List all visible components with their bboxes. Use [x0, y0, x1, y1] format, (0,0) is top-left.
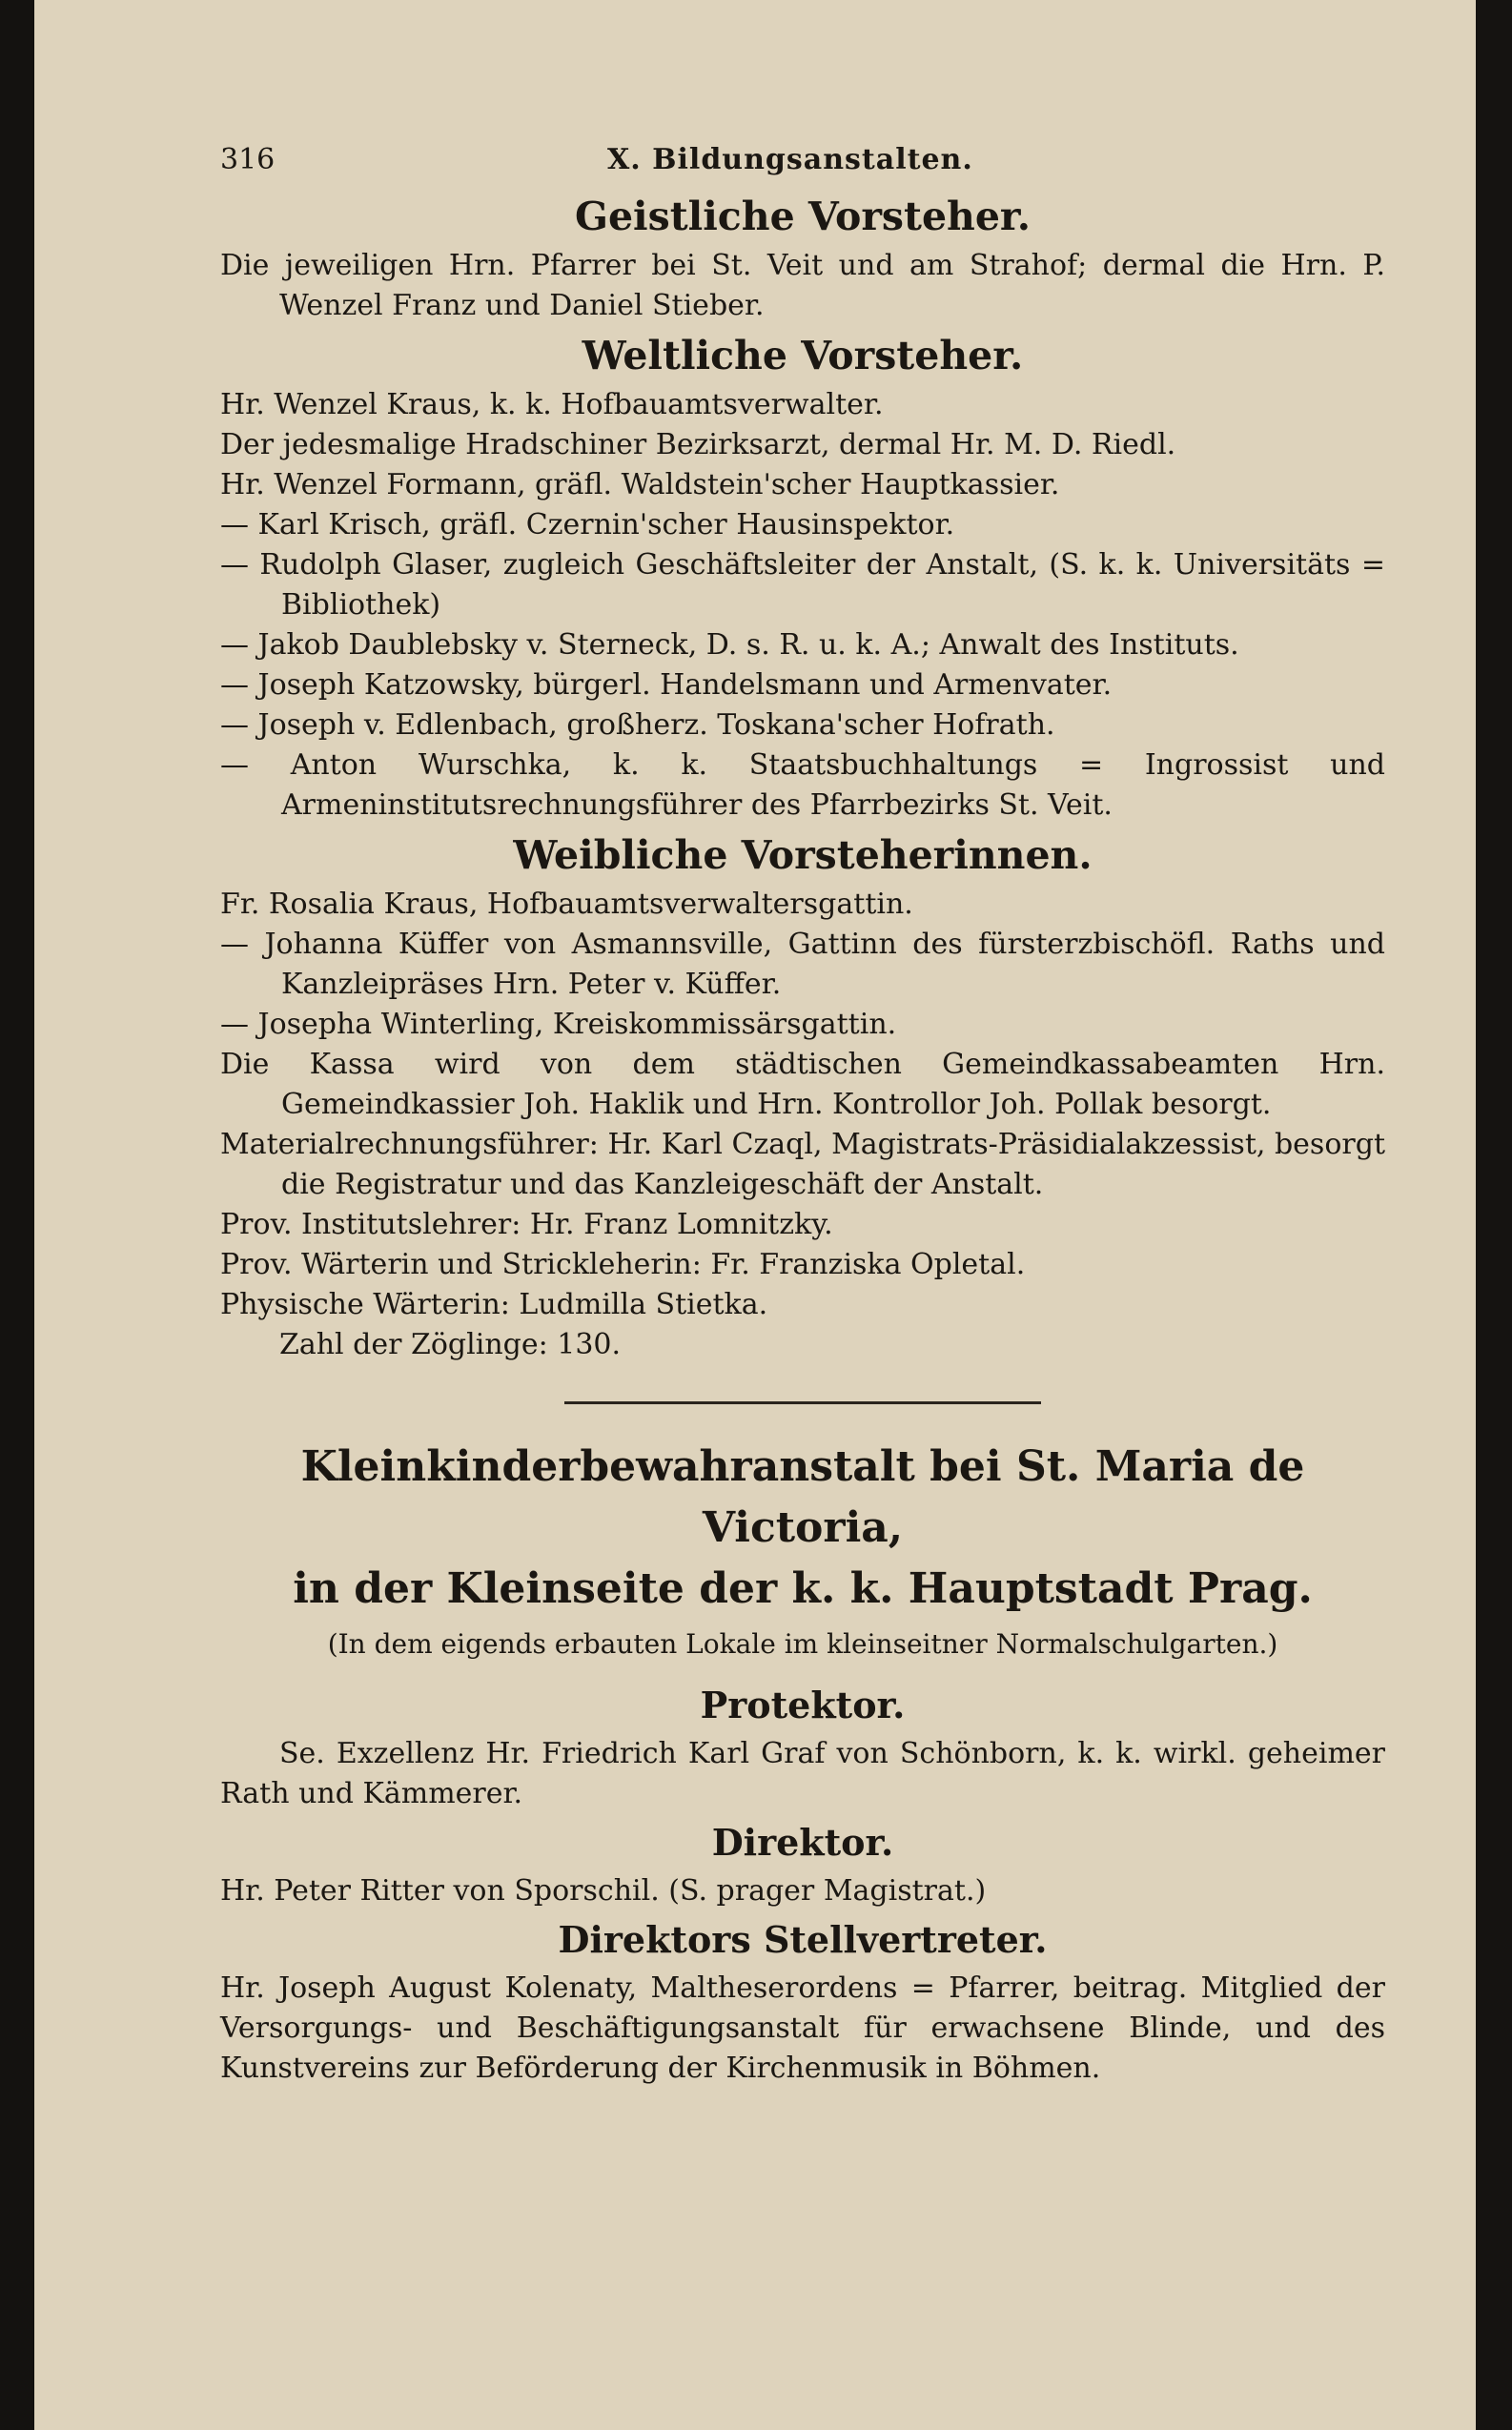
list-item: Hr. Wenzel Kraus, k. k. Hofbauamtsverwalter.	[220, 388, 884, 421]
scan-edge-right	[1476, 0, 1512, 2430]
section-divider	[564, 1401, 1041, 1404]
heading-protektor: Protektor.	[700, 1684, 906, 1726]
list-item: Hr. Wenzel Formann, gräfl. Waldstein'scher Hauptkassier.	[220, 468, 1060, 501]
institution-subtitle: (In dem eigends erbauten Lokale im kleinseitner Normalschulgarten.)	[327, 1628, 1278, 1660]
page-header	[220, 143, 1385, 187]
zoeglinge-count: Zahl der Zöglinge: 130.	[279, 1328, 622, 1361]
list-item: Die Kassa wird von dem städtischen Gemeindkassabeamten Hrn. Gemeindkassier Joh. Haklik und Hrn. Kontrollor Joh. Pollak besorgt.	[220, 1048, 1385, 1121]
heading-weibliche-vorsteherinnen: Weibliche Vorsteherinnen.	[513, 832, 1093, 878]
heading-direktors-stellvertreter: Direktors Stellvertreter.	[558, 1918, 1048, 1961]
geistliche-vorsteher-text: Die jeweiligen Hrn. Pfarrer bei St. Veit und am Strahof; dermal die Hrn. P. Wenzel Franz und Daniel Stieber.	[220, 249, 1385, 322]
running-title: X. Bildungsanstalten.	[607, 143, 973, 176]
list-item: Materialrechnungsführer: Hr. Karl Czaql, Magistrats-Präsidialakzessist, besorgt die Registratur und das Kanzleigeschäft der Anstalt.	[220, 1128, 1385, 1201]
institution-title-line1: Kleinkinderbewahranstalt bei St. Maria de Victoria,	[300, 1442, 1305, 1552]
direktor-text: Hr. Peter Ritter von Sporschil. (S. prager Magistrat.)	[220, 1874, 987, 1908]
scan-edge-left	[0, 0, 34, 2430]
list-item: — Joseph v. Edlenbach, großherz. Toskana'scher Hofrath.	[220, 708, 1055, 742]
list-item: Fr. Rosalia Kraus, Hofbauamtsverwaltersgattin.	[220, 888, 913, 921]
list-item: Prov. Institutslehrer: Hr. Franz Lomnitzky.	[220, 1208, 833, 1241]
heading-weltliche-vorsteher: Weltliche Vorsteher.	[582, 333, 1024, 378]
list-item: — Karl Krisch, gräfl. Czernin'scher Hausinspektor.	[220, 508, 955, 541]
institution-title-line2: in der Kleinseite der k. k. Hauptstadt Prag.	[293, 1564, 1313, 1613]
weibliche-vorsteherinnen-list	[220, 885, 1385, 1325]
protektor-text: Se. Exzellenz Hr. Friedrich Karl Graf von Schönborn, k. k. wirkl. geheimer Rath und Kämmerer.	[220, 1737, 1385, 1810]
list-item: Prov. Wärterin und Strickleherin: Fr. Franziska Opletal.	[220, 1248, 1026, 1281]
list-item: — Josepha Winterling, Kreiskommissärsgattin.	[220, 1008, 897, 1041]
list-item: — Rudolph Glaser, zugleich Geschäftsleiter der Anstalt, (S. k. k. Universitäts = Bibliothek)	[220, 548, 1385, 622]
weltliche-vorsteher-list	[220, 385, 1385, 826]
list-item: Der jedesmalige Hradschiner Bezirksarzt, dermal Hr. M. D. Riedl.	[220, 428, 1176, 461]
list-item: — Joseph Katzowsky, bürgerl. Handelsmann und Armenvater.	[220, 668, 1113, 702]
heading-direktor: Direktor.	[711, 1821, 894, 1864]
page-number: 316	[220, 143, 276, 176]
stellvertreter-text: Hr. Joseph August Kolenaty, Maltheserordens = Pfarrer, beitrag. Mitglied der Versorgungs- und Beschäftigungsanstalt für erwachsene Blinde, und des Kunstvereins zur Beförderung der Kirchenmusik in Böhmen.	[220, 1971, 1385, 2085]
list-item: — Johanna Küffer von Asmannsville, Gattinn des fürsterzbischöfl. Raths und Kanzleipräses Hrn. Peter v. Küffer.	[220, 928, 1385, 1001]
list-item: — Anton Wurschka, k. k. Staatsbuchhaltungs = Ingrossist und Armeninstitutsrechnungsführer des Pfarrbezirks St. Veit.	[220, 748, 1385, 822]
heading-geistliche-vorsteher: Geistliche Vorsteher.	[574, 194, 1032, 239]
list-item: — Jakob Daublebsky v. Sterneck, D. s. R. u. k. A.; Anwalt des Instituts.	[220, 628, 1239, 662]
list-item: Physische Wärterin: Ludmilla Stietka.	[220, 1288, 768, 1321]
book-page	[34, 0, 1476, 2430]
